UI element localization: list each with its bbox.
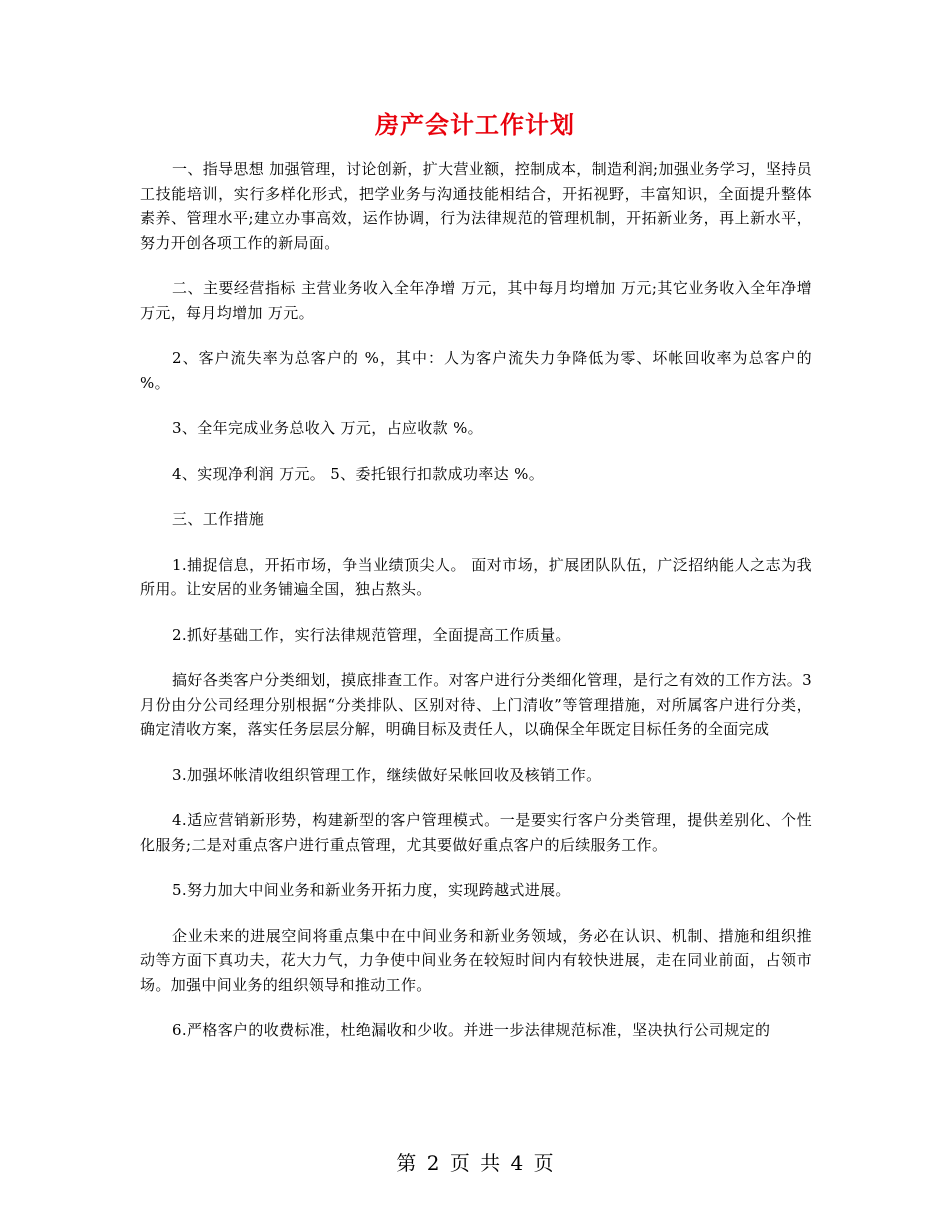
- paragraph-guiding-ideology: 一、指导思想 加强管理，讨论创新，扩大营业额，控制成本，制造利润;加强业务学习，坚持员工技能培训，实行多样化形式，把学业务与沟通技能相结合，开拓视野，丰富知识，全面提升整体素养、管理水平;建立办事高效，运作协调，行为法律规范的管理机制，开拓新业务，再上新水平，努力开创各项工作的新局面。: [140, 160, 812, 252]
- page-number-footer: 第 2 页 共 4 页: [396, 1151, 554, 1175]
- paragraph-net-profit: 4、实现净利润 万元。 5、委托银行扣款成功率达 %。: [172, 464, 545, 483]
- document-body: [140, 157, 812, 1064]
- paragraph-customer-loss-rate: 2、客户流失率为总客户的 %，其中：人为客户流失力争降低为零、坏帐回收率为总客户的 %。: [140, 349, 812, 392]
- paragraph-measure-6: 6.严格客户的收费标准，杜绝漏收和少收。并进一步法律规范标准，坚决执行公司规定的: [172, 1021, 771, 1039]
- document-title: 房产会计工作计划: [375, 110, 575, 139]
- section-heading-measures: 三、工作措施: [172, 510, 265, 528]
- paragraph-main-indicators: 二、主要经营指标 主营业务收入全年净增 万元，其中每月均增加 万元;其它业务收入全年净增 万元，每月均增加 万元。: [140, 279, 812, 322]
- paragraph-measure-2: 2.抓好基础工作，实行法律规范管理，全面提高工作质量。: [172, 625, 571, 644]
- paragraph-measure-1: 1.捕捉信息，开拓市场，争当业绩顶尖人。 面对市场，扩展团队队伍，广泛招纳能人之志为我所用。让安居的业务铺遍全国，独占熬头。: [140, 555, 812, 598]
- paragraph-measure-3: 3.加强坏帐清收组织管理工作，继续做好呆帐回收及核销工作。: [172, 765, 602, 784]
- paragraph-measure-5: 5.努力加大中间业务和新业务开拓力度，实现跨越式进展。: [172, 881, 571, 899]
- paragraph-measure-4: 4.适应营销新形势，构建新型的客户管理模式。一是要实行客户分类管理，提供差别化、个性化服务;二是对重点客户进行重点管理，尤其要做好重点客户的后续服务工作。: [140, 811, 812, 854]
- paragraph-future-development: 企业未来的进展空间将重点集中在中间业务和新业务领域，务必在认识、机制、措施和组织推动等方面下真功夫，花大力气，力争使中间业务在较短时间内有较快进展，走在同业前面，占领市场。加强中间业务的组织领导和推动工作。: [140, 926, 812, 994]
- paragraph-total-income: 3、全年完成业务总收入 万元，占应收款 %。: [172, 419, 484, 437]
- paragraph-customer-classification: 搞好各类客户分类细划，摸底排查工作。对客户进行分类细化管理，是行之有效的工作方法。3月份由分公司经理分别根据“分类排队、区别对待、上门清收”等管理措施，对所属客户进行分类，确定清收方案，落实任务层层分解，明确目标及责任人，以确保全年既定目标任务的全面完成: [140, 671, 812, 738]
